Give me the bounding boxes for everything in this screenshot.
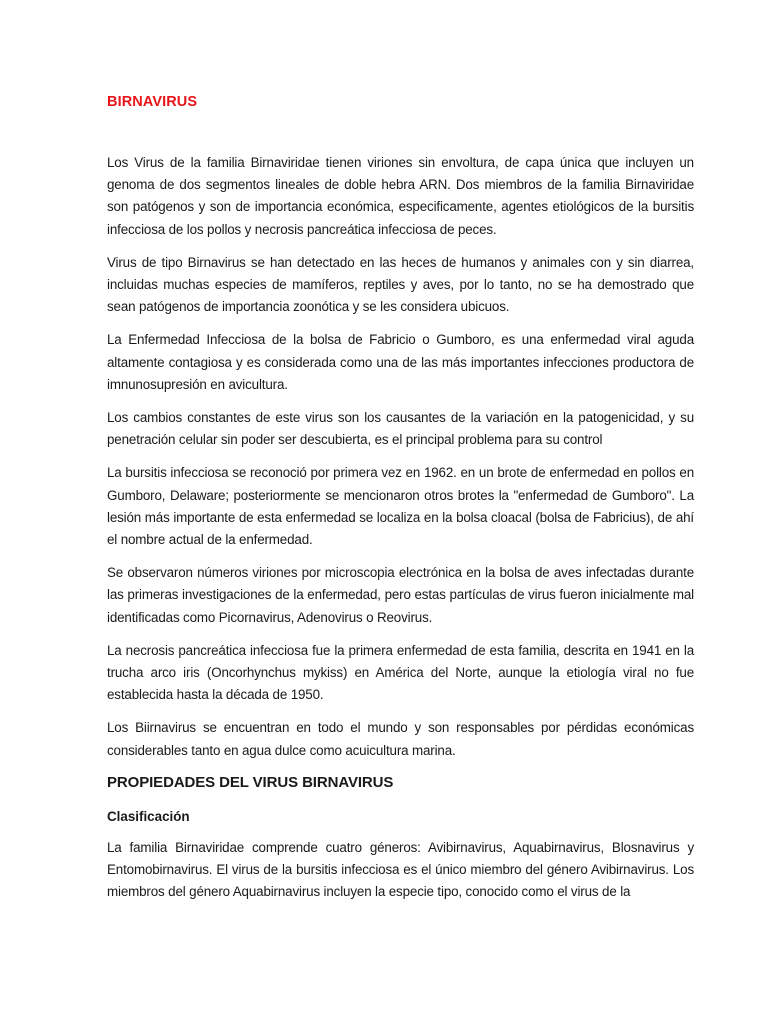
paragraph: Virus de tipo Birnavirus se han detectado en las heces de humanos y animales con y sin diarrea, incluidas muchas especies de mamíferos, reptiles y aves, por lo tanto, no se ha demostrado que sean patógenos de importancia zoonótica y se les considera ubicuos.: [107, 254, 694, 315]
paragraph: Los cambios constantes de este virus son los causantes de la variación en la patogenicidad, y su penetración celular sin poder ser descubierta, es el principal problema para su control: [107, 410, 694, 448]
paragraph: Se observaron números viriones por microscopia electrónica en la bolsa de aves infectadas durante las primeras investigaciones de la enfermedad, pero estas partículas de virus fueron inicialmente mal identificadas como Picornavirus, Adenovirus o Reovirus.: [107, 565, 694, 625]
paragraph: Los Biirnavirus se encuentran en todo el mundo y son responsables por pérdidas económicas considerables tanto en agua dulce como acuicultura marina.: [107, 720, 694, 758]
paragraph: La Enfermedad Infecciosa de la bolsa de Fabricio o Gumboro, es una enfermedad viral aguda altamente contagiosa y es considerada como una de las más importantes infecciones productora de imnunosupresión en avicultura.: [107, 332, 694, 392]
paragraph: Los Virus de la familia Birnaviridae tienen viriones sin envoltura, de capa única que incluyen un genoma de dos segmentos lineales de doble hebra ARN. Dos miembros de la familia Birnaviridae son patógenos y son de importancia económica, especificamente, agentes etiológicos de la bursitis infecciosa de los pollos y necrosis pancreática infecciosa de peces.: [107, 155, 694, 237]
paragraph: La necrosis pancreática infecciosa fue la primera enfermedad de esta familia, descrita en 1941 en la trucha arco iris (Oncorhynchus mykiss) en América del Norte, aunque la etiología viral no fue establecida hasta la década de 1950.: [107, 642, 694, 703]
subsection-heading: Clasificación: [107, 808, 190, 824]
section-heading: PROPIEDADES DEL VIRUS BIRNAVIRUS: [107, 773, 394, 791]
document-content: [107, 92, 694, 914]
document-title: BIRNAVIRUS: [107, 94, 198, 110]
paragraph: La bursitis infecciosa se reconoció por primera vez en 1962. en un brote de enfermedad en pollos en Gumboro, Delaware; posteriormente se mencionaron otros brotes la "enfermedad de Gumboro". La lesión más importante de esta enfermedad se localiza en la bolsa cloacal (bolsa de Fabricius), de ahí el nombre actual de la enfermedad.: [107, 465, 694, 548]
subsection-paragraph: La familia Birnaviridae comprende cuatro géneros: Avibirnavirus, Aquabirnavirus, Blosnavirus y Entomobirnavirus. El virus de la bursitis infecciosa es el único miembro del género Avibirnavirus. Los miembros del género Aquabirnavirus incluyen la especie tipo, conocido como el virus de la: [107, 839, 694, 900]
